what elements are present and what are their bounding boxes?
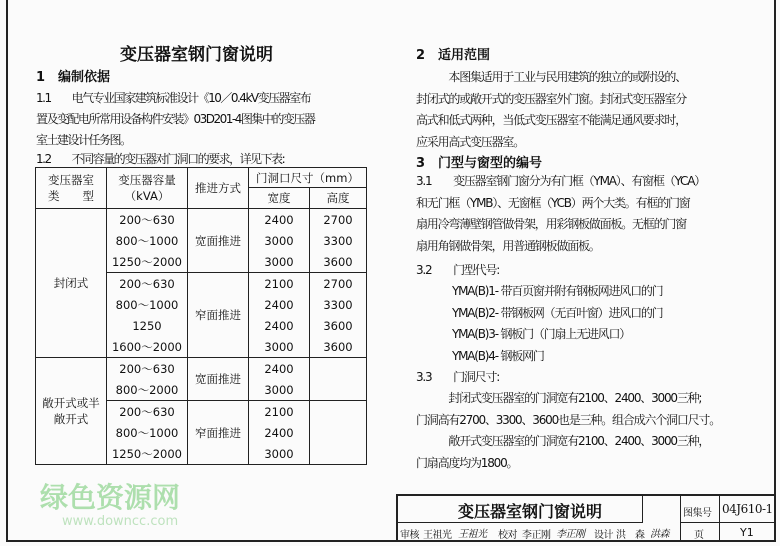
capacity: 800～1000 <box>107 230 188 251</box>
header-capacity-line1: 变压器容量 <box>118 173 176 187</box>
header-width: 宽度 <box>249 188 310 209</box>
table-row <box>36 358 367 380</box>
para-3-3-line: 门洞高有2700、3300、3600也是三种。组合成六个洞口尺寸。 <box>416 412 721 427</box>
para-2-line: 本图集适用于工业与民用建筑的独立的或附设的、 <box>416 70 687 84</box>
capacity: 1250～2000 <box>107 251 188 273</box>
para-3-1-line: 扇用冷弯薄壁钢管做骨架，用彩钢板做面板。无框的门窗 <box>416 217 687 231</box>
room-type: 敞开式或半敞开式 <box>36 358 107 465</box>
para-3-2: 3.2 门型代号: <box>416 263 500 277</box>
opening-height: 3300 <box>310 294 367 315</box>
section-2-heading: 2 适用范围 <box>416 48 491 63</box>
capacity: 200～630 <box>107 209 188 231</box>
para-3-1-line: 扇用角钢做骨架，用普通钢板做面板。 <box>416 238 600 253</box>
title-block <box>396 494 774 542</box>
page-title: 变压器室钢门窗说明 <box>120 45 273 65</box>
push-method: 窄面推进 <box>188 273 249 358</box>
page-number: Y1 <box>740 526 754 539</box>
opening-width: 2400 <box>249 315 310 336</box>
opening-width: 3000 <box>249 379 310 401</box>
header-size: 门洞口尺寸（mm） <box>249 168 367 188</box>
para-1-1-line: 置及变配电所常用设备构件安装》03D201-4图集中的变压器 <box>36 112 315 126</box>
watermark-logo: 绿色资源网 <box>40 481 181 514</box>
design-label: 设计 <box>594 530 613 541</box>
capacity: 800～1000 <box>107 422 188 443</box>
page-label: 页 <box>694 530 704 541</box>
atlas-number: 04J610-1 <box>722 502 773 516</box>
header-capacity-line2: （kVA） <box>124 189 170 203</box>
para-2-line: 应采用高式变压器室。 <box>416 134 525 149</box>
header-capacity <box>107 168 188 209</box>
door-code-item: YMA(B)1- 带百页窗并附有钢板网进风口的门 <box>452 284 663 298</box>
para-3-3-line: 门扇高度均为1800。 <box>416 455 518 470</box>
opening-width: 2100 <box>249 273 310 295</box>
capacity: 800～1000 <box>107 294 188 315</box>
capacity: 200～630 <box>107 401 188 423</box>
para-3-3: 3.3 门洞尺寸: <box>416 370 500 384</box>
checker-name: 李正刚 <box>522 530 551 541</box>
opening-height: 3300 <box>310 230 367 251</box>
room-type: 封闭式 <box>36 209 107 358</box>
check-label: 校对 <box>498 530 517 541</box>
opening-height <box>310 401 367 423</box>
opening-height: 2700 <box>310 273 367 295</box>
capacity: 200～630 <box>107 358 188 380</box>
opening-width: 3000 <box>249 336 310 358</box>
para-1-2: 1.2 不同容量的变压器对门洞口的要求，详见下表: <box>36 152 285 166</box>
designer-signature: 洪森 <box>650 529 669 540</box>
opening-width: 2400 <box>249 422 310 443</box>
designer-name: 洪 森 <box>616 530 645 541</box>
para-3-3-line: 封闭式变压器室的门洞宽有2100、2400、3000三种; <box>416 391 702 405</box>
opening-width: 2400 <box>249 209 310 231</box>
capacity: 1250～2000 <box>107 443 188 465</box>
para-1-1-line: 1.1 电气专业国家建筑标准设计《10／0.4kV变压器室布 <box>36 91 311 105</box>
door-opening-table <box>35 167 367 465</box>
push-method: 宽面推进 <box>188 209 249 273</box>
watermark-url: www.downcc.com <box>62 514 179 529</box>
header-type <box>36 168 107 209</box>
para-1-1-line: 室土建设计任务图。 <box>36 133 131 147</box>
opening-height <box>310 422 367 443</box>
opening-width: 2400 <box>249 358 310 380</box>
checker-signature: 李正刚 <box>556 529 585 540</box>
opening-height: 3600 <box>310 336 367 358</box>
para-3-1-line: 和无门框（YMB）、无窗框（YCB）两个大类。有框的门窗 <box>416 195 690 210</box>
opening-height: 2700 <box>310 209 367 231</box>
opening-height <box>310 358 367 380</box>
opening-height <box>310 379 367 401</box>
door-code-item: YMA(B)2- 带钢板网（无百叶窗）进风口的门 <box>452 305 663 320</box>
reviewer-signature: 王祖光 <box>458 529 487 540</box>
opening-width: 3000 <box>249 443 310 465</box>
review-label: 审核 <box>400 530 419 541</box>
reviewer-name: 王祖光 <box>423 530 452 541</box>
opening-width: 3000 <box>249 251 310 273</box>
capacity: 800～2000 <box>107 379 188 401</box>
opening-height <box>310 443 367 465</box>
capacity: 1250 <box>107 315 188 336</box>
opening-height: 3600 <box>310 315 367 336</box>
door-code-item: YMA(B)3- 钢板门（门扇上无进风口） <box>452 327 631 341</box>
titleblock-title: 变压器室钢门窗说明 <box>458 502 603 521</box>
header-height: 高度 <box>310 188 367 209</box>
opening-height: 3600 <box>310 251 367 273</box>
capacity: 200～630 <box>107 273 188 295</box>
section-3-heading: 3 门型与窗型的编号 <box>416 156 543 171</box>
push-method: 宽面推进 <box>188 358 249 401</box>
capacity: 1600～2000 <box>107 336 188 358</box>
opening-width: 2100 <box>249 401 310 423</box>
opening-width: 2400 <box>249 294 310 315</box>
para-2-line: 封闭式的或敞开式的变压器室外门窗。封闭式变压器室分 <box>416 91 687 106</box>
para-3-1-line: 3.1 变压器室钢门窗分为有门框（YMA）、有窗框（YCA） <box>416 174 706 188</box>
para-2-line: 高式和低式两种，当低式变压器室不能满足通风要求时， <box>416 113 687 127</box>
header-method: 推进方式 <box>188 168 249 209</box>
header-type-line1: 变压器室 <box>48 173 94 187</box>
para-3-3-line: 敞开式变压器室的门洞宽有2100、2400、3000三种， <box>416 434 710 448</box>
push-method: 窄面推进 <box>188 401 249 465</box>
atlas-label: 图集号 <box>683 508 712 519</box>
header-type-line2: 类 型 <box>48 189 94 203</box>
section-1-heading: 1 编制依据 <box>36 70 111 85</box>
table-row <box>36 209 367 231</box>
door-code-item: YMA(B)4- 钢板网门 <box>452 348 544 363</box>
opening-width: 3000 <box>249 230 310 251</box>
